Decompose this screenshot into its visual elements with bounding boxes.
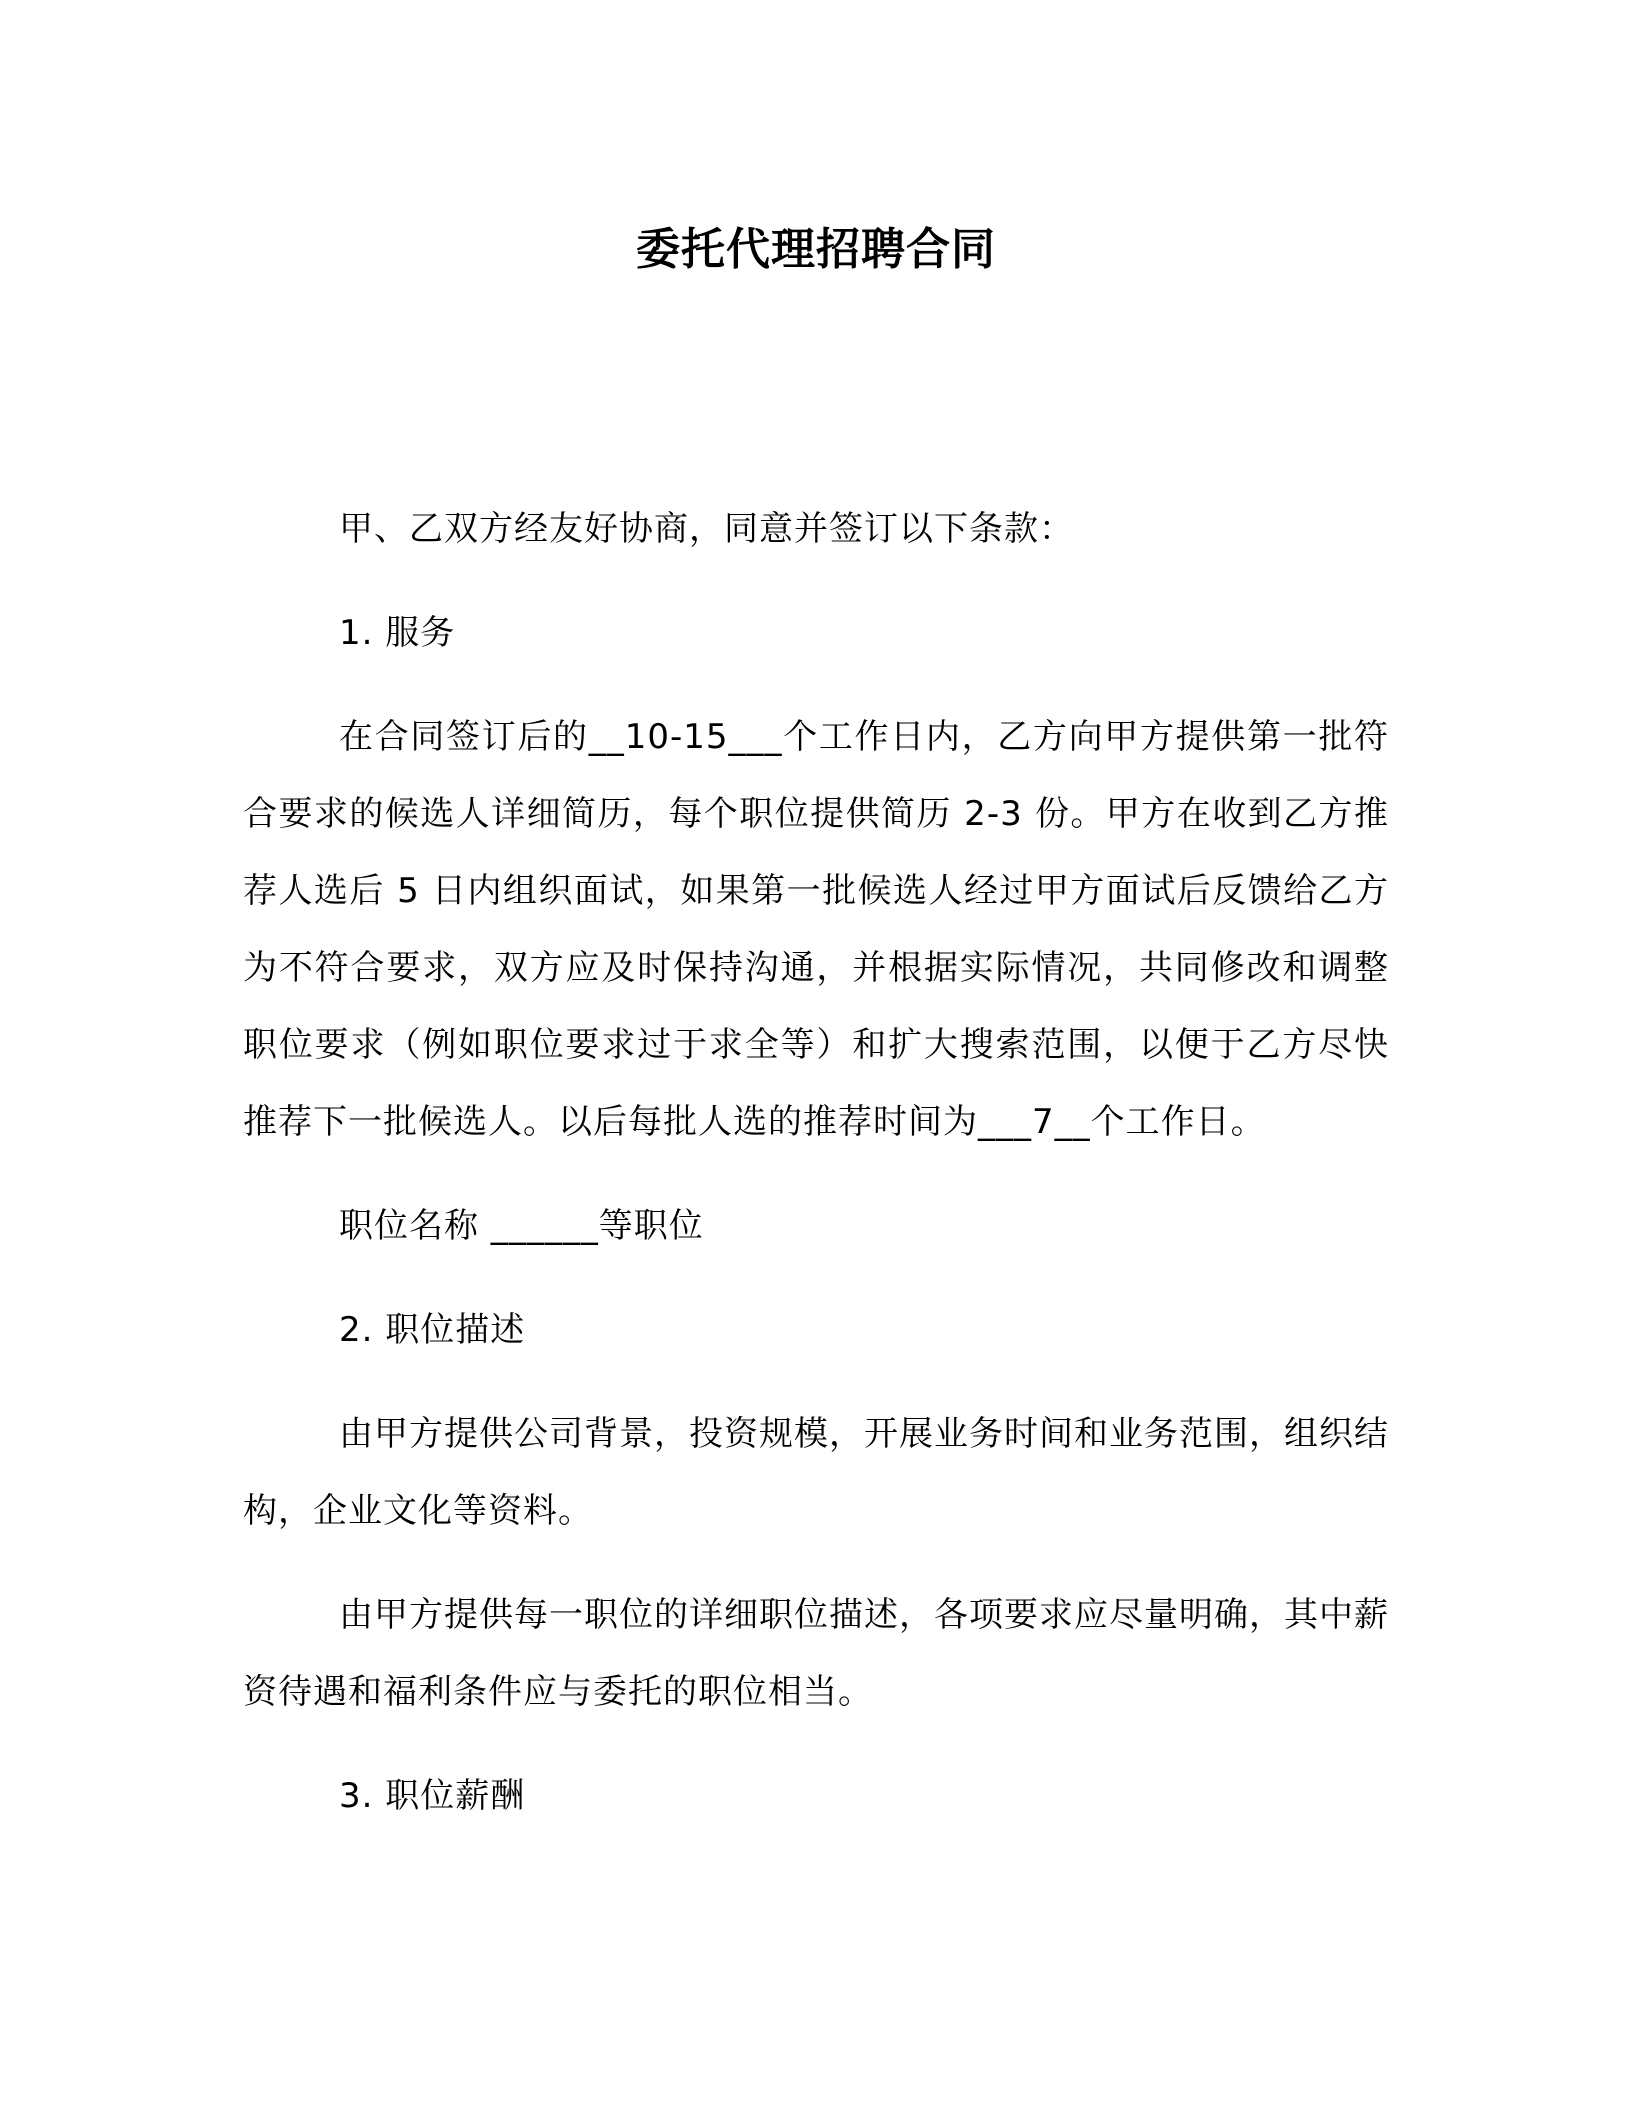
intro-paragraph: 甲、乙双方经友好协商，同意并签订以下条款： bbox=[339, 509, 1074, 549]
position-name-paragraph: 职位名称 ______等职位 bbox=[339, 1206, 704, 1246]
section-heading-service: 1. 服务 bbox=[339, 613, 456, 653]
document-body bbox=[243, 491, 1389, 1862]
document-title: 委托代理招聘合同 bbox=[636, 224, 996, 275]
job-description-paragraph: 由甲方提供每一职位的详细职位描述，各项要求应尽量明确，其中薪资待遇和福利条件应与委托的职位相当。 bbox=[243, 1595, 1389, 1712]
section-heading-job-description: 2. 职位描述 bbox=[339, 1310, 526, 1350]
company-info-paragraph: 由甲方提供公司背景，投资规模，开展业务时间和业务范围，组织结构，企业文化等资料。 bbox=[243, 1414, 1389, 1531]
section-heading-salary: 3. 职位薪酬 bbox=[339, 1776, 526, 1816]
service-paragraph: 在合同签订后的__10-15___个工作日内，乙方向甲方提供第一批符合要求的候选人详细简历，每个职位提供简历 2-3 份。甲方在收到乙方推荐人选后 5 日内组织面试，如果第一批候选人经过甲方面试后反馈给乙方为不符合要求，双方应及时保持沟通，并根据实际情况，共同修改和调整职位要求（例如职位要求过于求全等）和扩大搜索范围，以便于乙方尽快推荐下一批候选人。以后每批人选的推荐时间为___7__个工作日。 bbox=[243, 717, 1389, 1142]
